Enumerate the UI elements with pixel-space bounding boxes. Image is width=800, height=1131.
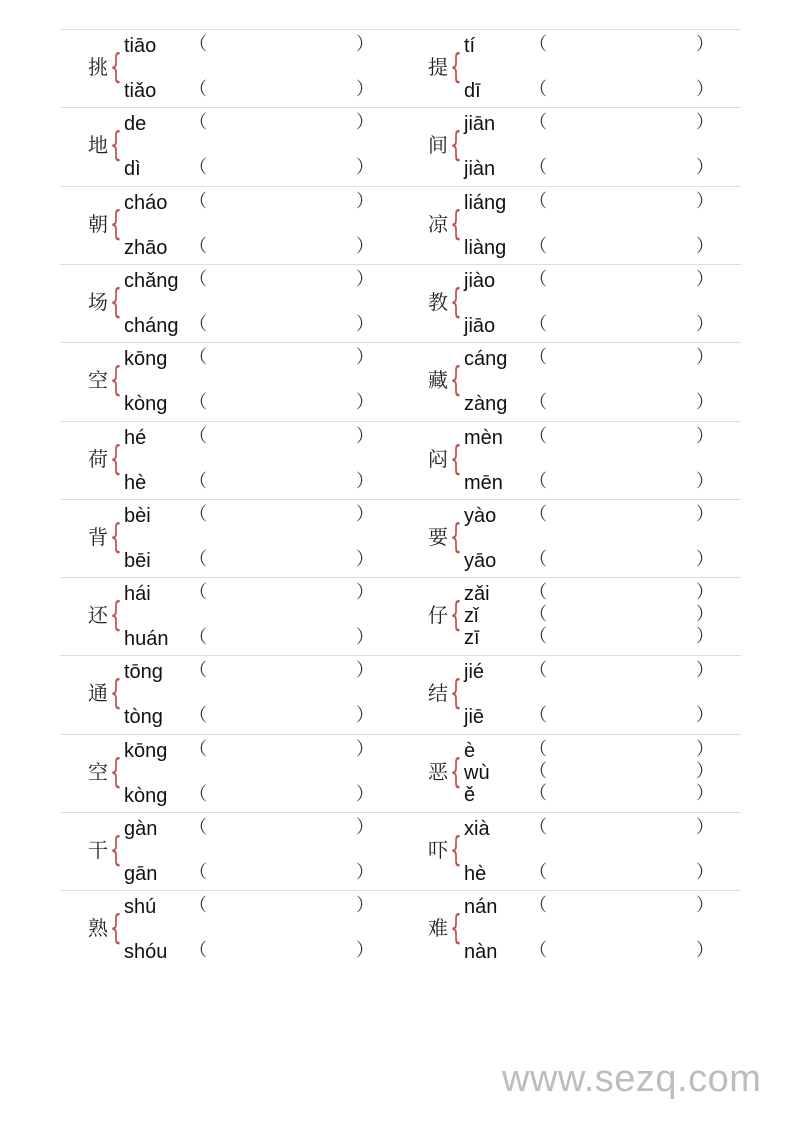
answer-paren-open: （ xyxy=(189,34,207,55)
brace-icon: { xyxy=(450,47,462,87)
polyphone-character: 还 xyxy=(88,603,108,628)
pinyin-reading: tí xyxy=(464,35,476,57)
answer-paren-open: （ xyxy=(189,235,207,257)
answer-paren-open: （ xyxy=(189,548,207,570)
polyphone-character: 吓 xyxy=(428,838,448,862)
pinyin-reading: jiē xyxy=(464,706,485,729)
brace-icon: { xyxy=(450,751,462,792)
polyphone-character: 提 xyxy=(428,55,448,79)
answer-paren-open: （ xyxy=(529,705,547,727)
answer-paren-open: （ xyxy=(189,660,207,682)
answer-paren-close: ） xyxy=(696,503,714,525)
brace-icon: { xyxy=(450,281,462,322)
polyphone-entry xyxy=(0,29,800,107)
answer-paren-close: ） xyxy=(696,347,714,369)
brace-icon: { xyxy=(450,438,462,479)
pinyin-reading: cháng xyxy=(124,314,179,337)
answer-paren-open: （ xyxy=(189,895,207,917)
answer-paren-close: ） xyxy=(696,392,714,414)
answer-paren-open: （ xyxy=(529,503,547,525)
footer-watermark: www.sezq.com xyxy=(502,1058,762,1100)
answer-paren-open: （ xyxy=(189,392,207,414)
answer-paren-close: ） xyxy=(356,548,374,570)
answer-paren-open: （ xyxy=(189,470,207,492)
polyphone-entry xyxy=(0,655,800,733)
polyphone-character: 场 xyxy=(88,289,108,314)
brace-icon: { xyxy=(110,203,122,244)
answer-paren-close: ） xyxy=(356,268,374,290)
pinyin-reading: chǎng xyxy=(124,269,179,292)
polyphone-character: 干 xyxy=(88,838,108,862)
polyphone-character: 难 xyxy=(428,916,448,941)
answer-paren-open: （ xyxy=(189,862,207,883)
pinyin-reading: è xyxy=(464,739,476,762)
answer-paren-close: ） xyxy=(696,582,714,604)
answer-paren-open: （ xyxy=(529,817,547,838)
pinyin-reading: hè xyxy=(124,471,147,494)
answer-paren-close: ） xyxy=(356,738,374,760)
brace-icon: { xyxy=(450,360,462,401)
answer-paren-close: ） xyxy=(696,782,714,804)
answer-paren-close: ） xyxy=(356,940,374,962)
brace-icon: { xyxy=(110,281,122,322)
pinyin-reading: nàn xyxy=(464,941,498,964)
pinyin-reading: bēi xyxy=(124,549,151,572)
pinyin-reading: jiào xyxy=(464,269,496,292)
answer-paren-open: （ xyxy=(529,190,547,212)
answer-paren-open: （ xyxy=(529,660,547,682)
answer-paren-close: ） xyxy=(696,760,714,782)
brace-icon: { xyxy=(110,47,122,87)
answer-paren-open: （ xyxy=(189,705,207,727)
answer-paren-open: （ xyxy=(529,112,547,134)
polyphone-entry xyxy=(0,342,800,420)
pinyin-reading: tòng xyxy=(124,706,163,729)
pinyin-reading: cháo xyxy=(124,191,168,214)
pinyin-reading: jiàn xyxy=(464,158,496,181)
answer-paren-close: ） xyxy=(356,660,374,682)
answer-paren-open: （ xyxy=(529,347,547,369)
polyphone-character: 凉 xyxy=(428,211,448,236)
answer-paren-open: （ xyxy=(529,157,547,179)
pinyin-reading: tiǎo xyxy=(124,80,157,102)
polyphone-character: 通 xyxy=(88,681,108,706)
answer-paren-open: （ xyxy=(529,235,547,257)
answer-paren-close: ） xyxy=(356,157,374,179)
answer-paren-close: ） xyxy=(356,347,374,369)
brace-icon: { xyxy=(110,360,122,401)
polyphone-entry xyxy=(0,421,800,499)
answer-paren-close: ） xyxy=(356,783,374,805)
answer-paren-close: ） xyxy=(356,235,374,257)
pinyin-reading: wù xyxy=(464,761,490,784)
pinyin-reading: jiān xyxy=(464,113,496,136)
pinyin-reading: zǐ xyxy=(464,605,479,628)
brace-icon: { xyxy=(450,125,462,166)
pinyin-reading: zàng xyxy=(464,393,508,416)
polyphone-character: 结 xyxy=(428,681,448,706)
pinyin-reading: de xyxy=(124,113,147,136)
answer-paren-open: （ xyxy=(529,79,547,100)
pinyin-reading: hè xyxy=(464,863,487,885)
answer-paren-close: ） xyxy=(696,548,714,570)
answer-paren-open: （ xyxy=(189,582,207,604)
answer-paren-close: ） xyxy=(696,470,714,492)
answer-paren-close: ） xyxy=(696,112,714,134)
answer-paren-open: （ xyxy=(189,503,207,525)
pinyin-reading: gān xyxy=(124,863,158,885)
pinyin-reading: dī xyxy=(464,80,481,102)
answer-paren-close: ） xyxy=(356,582,374,604)
brace-icon: { xyxy=(110,751,122,792)
answer-paren-close: ） xyxy=(696,660,714,682)
answer-paren-open: （ xyxy=(529,782,547,804)
polyphone-character: 闷 xyxy=(428,446,448,471)
pinyin-reading: nán xyxy=(464,896,498,919)
answer-paren-open: （ xyxy=(529,760,547,782)
answer-paren-close: ） xyxy=(696,738,714,760)
pinyin-reading: zhāo xyxy=(124,236,168,259)
pinyin-reading: tiāo xyxy=(124,35,157,57)
answer-paren-close: ） xyxy=(696,235,714,257)
answer-paren-close: ） xyxy=(696,895,714,917)
pinyin-reading: dì xyxy=(124,158,141,181)
brace-icon: { xyxy=(450,673,462,714)
answer-paren-close: ） xyxy=(696,817,714,838)
brace-icon: { xyxy=(110,438,122,479)
answer-paren-close: ） xyxy=(356,313,374,335)
answer-paren-open: （ xyxy=(529,582,547,604)
answer-paren-open: （ xyxy=(529,940,547,962)
polyphone-character: 间 xyxy=(428,133,448,158)
polyphone-entry xyxy=(0,264,800,342)
polyphone-character: 教 xyxy=(428,289,448,314)
polyphone-character: 仔 xyxy=(428,603,448,628)
answer-paren-open: （ xyxy=(529,604,547,626)
answer-paren-close: ） xyxy=(356,503,374,525)
answer-paren-close: ） xyxy=(356,862,374,883)
polyphone-entry xyxy=(0,734,800,812)
answer-paren-open: （ xyxy=(529,268,547,290)
answer-paren-open: （ xyxy=(529,425,547,447)
brace-icon: { xyxy=(450,908,462,949)
pinyin-reading: liàng xyxy=(464,236,507,259)
brace-icon: { xyxy=(110,673,122,714)
answer-paren-close: ） xyxy=(696,940,714,962)
pinyin-reading: tōng xyxy=(124,661,163,684)
answer-paren-close: ） xyxy=(356,627,374,649)
polyphone-entry xyxy=(0,812,800,890)
answer-paren-close: ） xyxy=(696,604,714,626)
answer-paren-close: ） xyxy=(356,392,374,414)
pinyin-reading: liáng xyxy=(464,191,507,214)
answer-paren-close: ） xyxy=(696,79,714,100)
answer-paren-open: （ xyxy=(189,268,207,290)
answer-paren-open: （ xyxy=(529,895,547,917)
pinyin-reading: zī xyxy=(464,627,480,650)
polyphone-entry xyxy=(0,107,800,185)
answer-paren-close: ） xyxy=(696,705,714,727)
answer-paren-open: （ xyxy=(529,392,547,414)
polyphone-entry xyxy=(0,186,800,264)
pinyin-reading: shóu xyxy=(124,941,168,964)
answer-paren-close: ） xyxy=(356,79,374,100)
answer-paren-open: （ xyxy=(189,79,207,100)
answer-paren-close: ） xyxy=(356,190,374,212)
pinyin-reading: yào xyxy=(464,504,497,527)
answer-paren-close: ） xyxy=(356,425,374,447)
polyphone-character: 熟 xyxy=(88,916,108,941)
brace-icon: { xyxy=(450,203,462,244)
answer-paren-close: ） xyxy=(356,112,374,134)
pinyin-reading: jiāo xyxy=(464,314,496,337)
answer-paren-close: ） xyxy=(696,190,714,212)
brace-icon: { xyxy=(450,830,462,870)
pinyin-reading: kōng xyxy=(124,739,168,762)
answer-paren-close: ） xyxy=(356,705,374,727)
answer-paren-close: ） xyxy=(356,470,374,492)
answer-paren-open: （ xyxy=(189,313,207,335)
brace-icon: { xyxy=(110,830,122,870)
polyphone-character: 挑 xyxy=(88,55,108,79)
answer-paren-close: ） xyxy=(696,268,714,290)
pinyin-reading: mèn xyxy=(464,426,503,449)
answer-paren-open: （ xyxy=(529,470,547,492)
polyphone-entry xyxy=(0,499,800,577)
answer-paren-open: （ xyxy=(189,112,207,134)
answer-paren-close: ） xyxy=(356,895,374,917)
pinyin-reading: ě xyxy=(464,783,476,806)
answer-paren-close: ） xyxy=(356,34,374,55)
answer-paren-close: ） xyxy=(696,157,714,179)
answer-paren-open: （ xyxy=(529,738,547,760)
pinyin-reading: xià xyxy=(464,818,490,840)
pinyin-reading: shú xyxy=(124,896,157,919)
answer-paren-open: （ xyxy=(189,783,207,805)
pinyin-reading: gàn xyxy=(124,818,158,840)
answer-paren-close: ） xyxy=(696,626,714,648)
pinyin-reading: kòng xyxy=(124,784,168,807)
pinyin-reading: kōng xyxy=(124,348,168,371)
polyphone-character: 恶 xyxy=(428,759,448,784)
brace-icon: { xyxy=(110,516,122,557)
brace-icon: { xyxy=(110,908,122,949)
answer-paren-open: （ xyxy=(529,548,547,570)
pinyin-reading: hé xyxy=(124,426,147,449)
pinyin-reading: cáng xyxy=(464,348,508,371)
answer-paren-close: ） xyxy=(696,313,714,335)
answer-paren-open: （ xyxy=(189,627,207,649)
polyphone-entry xyxy=(0,890,800,968)
answer-paren-open: （ xyxy=(189,425,207,447)
brace-icon: { xyxy=(110,595,122,636)
polyphone-character: 荷 xyxy=(88,446,108,471)
polyphone-character: 背 xyxy=(88,524,108,549)
answer-paren-open: （ xyxy=(529,626,547,648)
pinyin-reading: huán xyxy=(124,628,169,651)
answer-paren-close: ） xyxy=(356,817,374,838)
polyphone-entry xyxy=(0,577,800,655)
pinyin-reading: hái xyxy=(124,583,151,606)
answer-paren-open: （ xyxy=(529,34,547,55)
answer-paren-open: （ xyxy=(189,157,207,179)
brace-icon: { xyxy=(450,516,462,557)
polyphone-character: 空 xyxy=(88,759,108,784)
brace-icon: { xyxy=(450,595,462,636)
pinyin-reading: zǎi xyxy=(464,583,490,606)
polyphone-character: 要 xyxy=(428,524,448,549)
answer-paren-close: ） xyxy=(696,862,714,883)
answer-paren-open: （ xyxy=(189,347,207,369)
answer-paren-open: （ xyxy=(189,738,207,760)
answer-paren-open: （ xyxy=(529,313,547,335)
answer-paren-open: （ xyxy=(189,817,207,838)
polyphone-character: 藏 xyxy=(428,368,448,393)
polyphone-character: 空 xyxy=(88,368,108,393)
answer-paren-open: （ xyxy=(189,940,207,962)
polyphone-character: 地 xyxy=(88,133,108,158)
pinyin-reading: jié xyxy=(464,661,485,684)
pinyin-reading: kòng xyxy=(124,393,168,416)
polyphone-character: 朝 xyxy=(88,211,108,236)
pinyin-reading: mēn xyxy=(464,471,503,494)
answer-paren-open: （ xyxy=(529,862,547,883)
pinyin-reading: bèi xyxy=(124,504,151,527)
answer-paren-close: ） xyxy=(696,34,714,55)
answer-paren-open: （ xyxy=(189,190,207,212)
answer-paren-close: ） xyxy=(696,425,714,447)
pinyin-reading: yāo xyxy=(464,549,497,572)
brace-icon: { xyxy=(110,125,122,166)
